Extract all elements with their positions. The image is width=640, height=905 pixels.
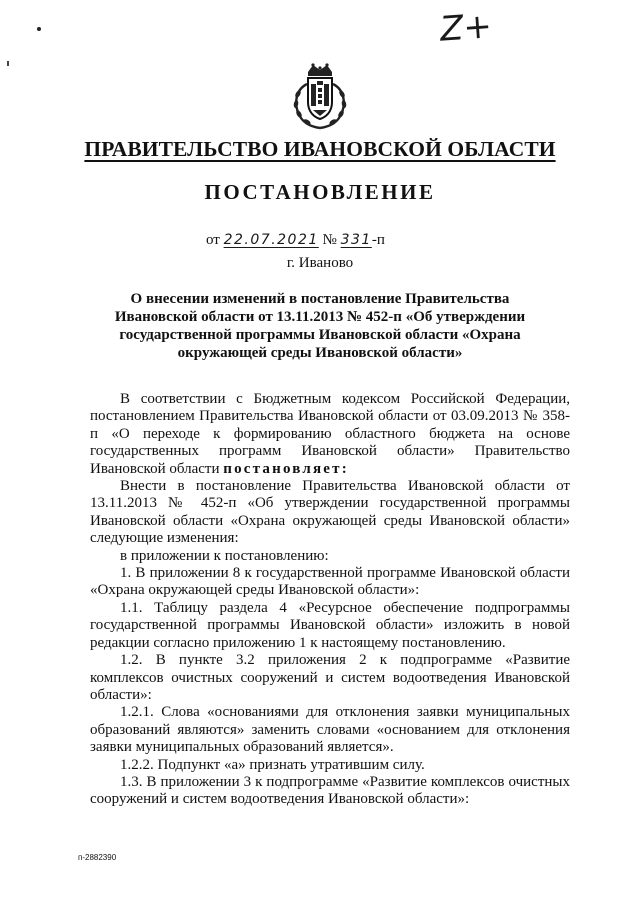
- coat-of-arms-icon: [289, 62, 351, 130]
- paragraph: в приложении к постановлению:: [120, 547, 329, 564]
- paragraph: 1.2. В пункте 3.2 приложения 2 к подпрограмме «Развитие комплексов очистных сооружений и систем водоотведения Ивановской области»:: [90, 652, 570, 703]
- paragraph: 1. В приложении 8 к государственной программе Ивановской области «Охрана окружающей среды Ивановской области»:: [90, 565, 570, 599]
- document-title: О внесении изменений в постановление Правительства Ивановской области от 13.11.2013 № 452-п «Об утверждении государственной программы Ивановской области «Охрана окружающей среды Ивановской области»: [114, 291, 526, 361]
- date-line: [206, 232, 385, 249]
- paragraph: 1.1. Таблицу раздела 4 «Ресурсное обеспечение подпрограммы государственной программы Ивановской области» изложить в новой редакции согласно приложению 1 к настоящему постановлению.: [90, 599, 570, 651]
- paragraph: 1.2.2. Подпункт «а» признать утратившим силу.: [120, 756, 425, 773]
- handwritten-date: 22.07.2021: [223, 232, 319, 248]
- government-name: ПРАВИТЕЛЬСТВО ИВАНОВСКОЙ ОБЛАСТИ: [84, 137, 556, 161]
- number-sign: №: [322, 232, 337, 248]
- number-suffix: -п: [371, 232, 385, 248]
- document-type: ПОСТАНОВЛЕНИЕ: [204, 180, 436, 204]
- paragraph: Внести в постановление Правительства Ивановской области от 13.11.2013 № 452-п «Об утверждении государственной программы Ивановской области «Охрана окружающей среды Ивановской области» следующие изменения:: [90, 478, 570, 547]
- preamble-text: В соответствии с Бюджетным кодексом Российской Федерации, постановлением Правительства Ивановской области от 03.09.2013 № 358-п «О переходе к формированию областного бюджета на основе государственных программ Ивановской области» Правительство Ивановской области: [90, 391, 570, 477]
- document-code: п-2882390: [78, 853, 117, 862]
- handwritten-mark: Z+: [438, 6, 494, 50]
- city: г. Иваново: [286, 255, 354, 271]
- resolves-word: постановляет:: [223, 460, 349, 477]
- paragraph: 1.2.1. Слова «основаниями для отклонения заявки муниципальных образований являются» заменить словами «основанием для отклонения заявки муниципальных образований является».: [90, 704, 570, 756]
- paragraph: 1.3. В приложении 3 к подпрограмме «Развитие комплексов очистных сооружений и систем водоотведения Ивановской области»:: [90, 773, 570, 808]
- date-prefix: от: [206, 232, 220, 248]
- preamble-paragraph: [90, 391, 570, 478]
- document-body: [90, 391, 570, 809]
- speck-mark: [7, 61, 9, 66]
- speck-mark: [37, 27, 41, 31]
- handwritten-number: 331: [340, 232, 372, 248]
